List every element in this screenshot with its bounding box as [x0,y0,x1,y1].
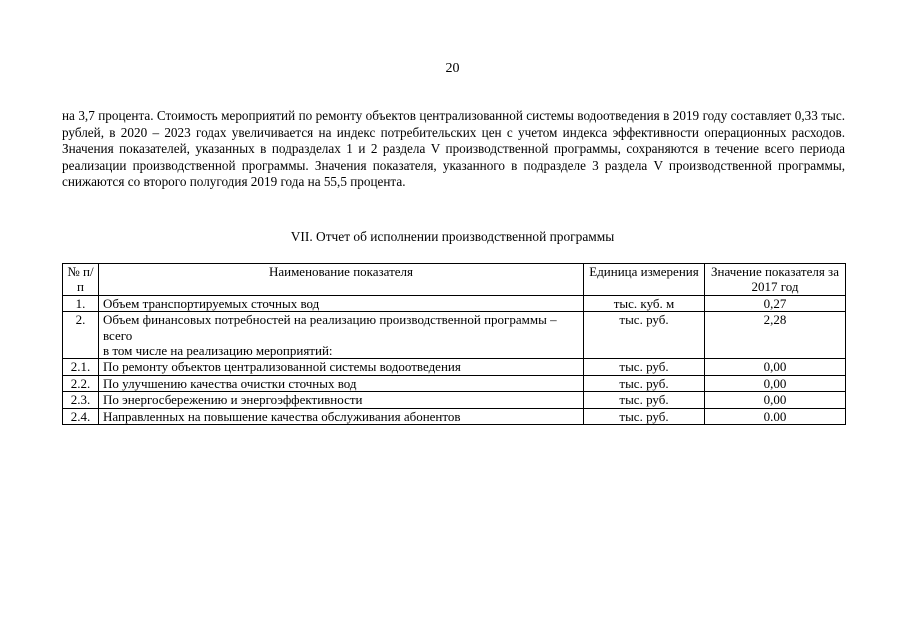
row-unit: тыс. руб. [584,408,705,424]
row-name: По ремонту объектов централизованной системы водоотведения [99,359,584,375]
table-row [63,312,846,359]
table-row [63,408,846,424]
row-value: 2,28 [705,312,846,359]
page-number: 20 [445,61,460,76]
header-num: № п/п [63,264,99,296]
table-header-row [63,264,846,296]
body-paragraph: на 3,7 процента. Стоимость мероприятий по ремонту объектов централизованной системы водоотведения в 2019 году составляет 0,33 тыс. рублей, в 2020 – 2023 годах увеличивается на индекс потребительских цен с учетом индекса эффективности операционных расходов. Значения показателей, указанных в подразделах 1 и 2 раздела V производственной программы, сохраняются в течение всего периода реализации производственной программы. Значения показателя, указанного в подразделе 3 раздела V производственной программы, снижаются со второго полугодия 2019 года на 55,5 процента. [62,108,845,190]
row-num: 2.1. [63,359,99,375]
table-row [63,392,846,408]
header-name: Наименование показателя [99,264,584,296]
row-value: 0,00 [705,375,846,391]
row-unit: тыс. руб. [584,375,705,391]
section-title: VII. Отчет об исполнении производственной программы [290,229,615,244]
header-unit: Единица измерения [584,264,705,296]
row-name: По энергосбережению и энергоэффективности [99,392,584,408]
table-row [63,375,846,391]
row-name: Объем финансовых потребностей на реализацию производственной программы – всего [103,312,557,343]
row-unit: тыс. руб. [584,312,705,359]
row-num: 2.2. [63,375,99,391]
row-value: 0,00 [705,392,846,408]
row-num: 1. [63,295,99,311]
row-num: 2. [63,312,99,359]
row-unit: тыс. руб. [584,392,705,408]
row-name-cell [99,312,584,359]
header-value: Значение показателя за 2017 год [705,264,846,296]
row-name: Объем транспортируемых сточных вод [99,295,584,311]
row-unit: тыс. куб. м [584,295,705,311]
row-name-sub: в том числе на реализацию мероприятий: [103,343,333,359]
row-num: 2.4. [63,408,99,424]
row-name: По улучшению качества очистки сточных вод [99,375,584,391]
row-name: Направленных на повышение качества обслуживания абонентов [99,408,584,424]
table-row [63,295,846,311]
table-row [63,359,846,375]
row-value: 0,00 [705,359,846,375]
row-num: 2.3. [63,392,99,408]
row-value: 0,27 [705,295,846,311]
report-table [62,263,846,425]
row-unit: тыс. руб. [584,359,705,375]
row-value: 0.00 [705,408,846,424]
